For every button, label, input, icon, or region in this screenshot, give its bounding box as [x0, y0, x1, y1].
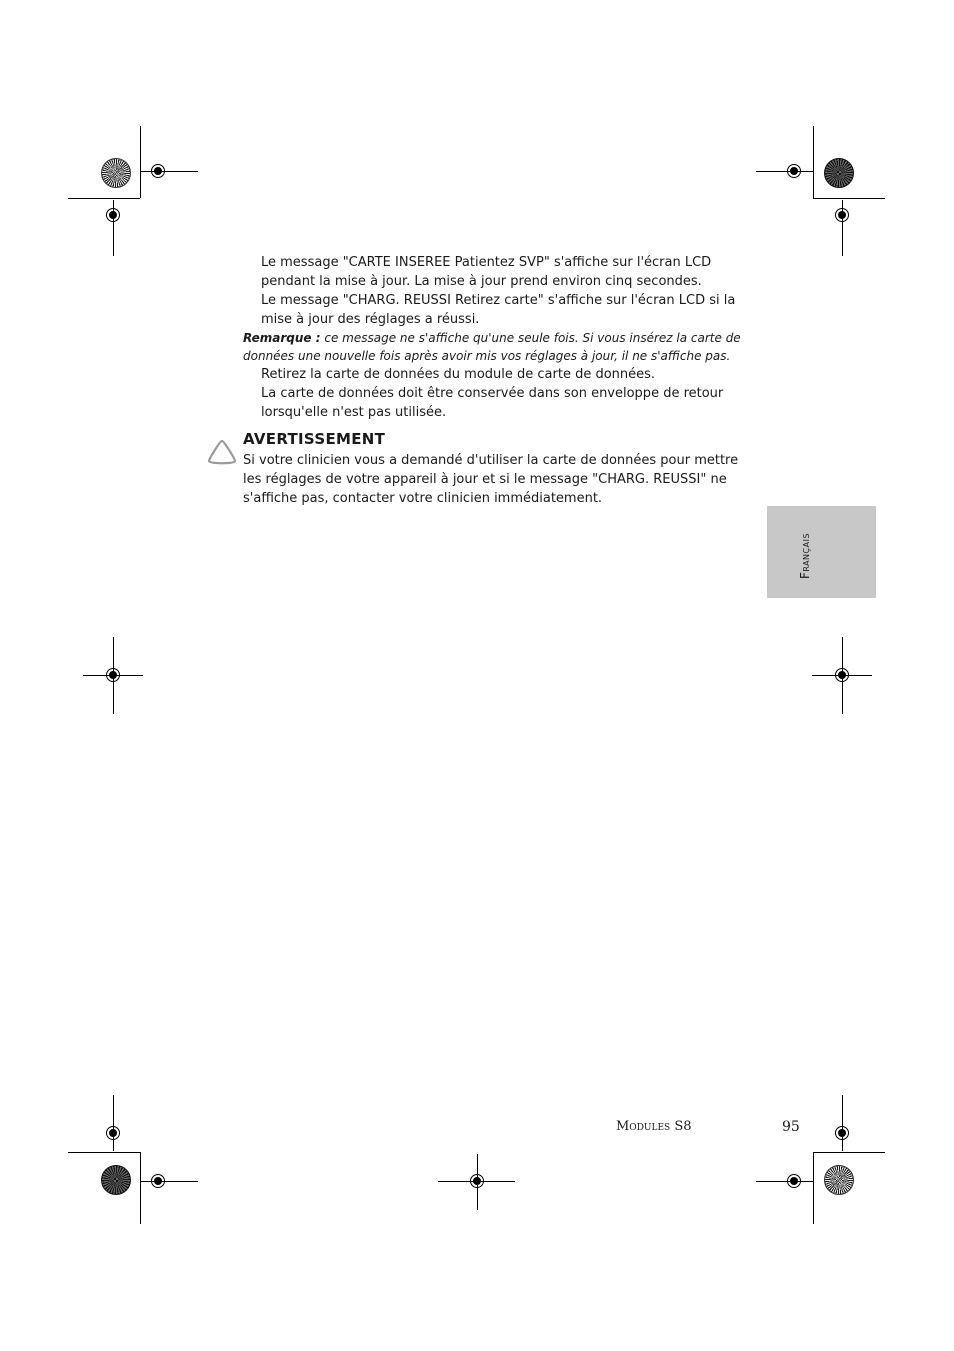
remark-label: Remarque : [243, 331, 321, 345]
paragraph-remove-card: Retirez la carte de données du module de carte de données. [261, 367, 656, 382]
warning-text: Si votre clinicien vous a demandé d'utiliser la carte de données pour mettre les réglages de votre appareil à jour et si le message "CHARG. REUSSI" ne s'affiche pas, contacter votre clinicien immédiatement. [243, 453, 739, 506]
remark [243, 329, 751, 365]
color-wheel-top-left [101, 158, 131, 188]
paragraph-lcd-update: Le message "CARTE INSEREE Patientez SVP" s'affiche sur l'écran LCD pendant la mise à jour. La mise à jour prend environ cinq secondes. [261, 255, 712, 289]
language-tab [767, 506, 876, 598]
paragraph-update-success: Le message "CHARG. REUSSI Retirez carte" s'affiche sur l'écran LCD si la mise à jour des réglages a réussi. [261, 293, 736, 327]
warning-title: AVERTISSEMENT [243, 430, 386, 448]
body-content [243, 253, 751, 422]
color-wheel-bottom-left [101, 1165, 131, 1195]
color-wheel-top-right [824, 158, 854, 188]
footer-title: Modules S8 [616, 1119, 692, 1134]
paragraph-store-card: La carte de données doit être conservée dans son enveloppe de retour lorsqu'elle n'est pas utilisée. [261, 386, 724, 420]
remark-text: ce message ne s'affiche qu'une seule fois. Si vous insérez la carte de données une nouvelle fois après avoir mis vos réglages à jour, il ne s'affiche pas. [243, 331, 741, 363]
caution-triangle-icon [206, 438, 238, 466]
language-tab-label: Français [798, 532, 812, 580]
color-wheel-bottom-right [824, 1165, 854, 1195]
page-number: 95 [782, 1119, 800, 1135]
